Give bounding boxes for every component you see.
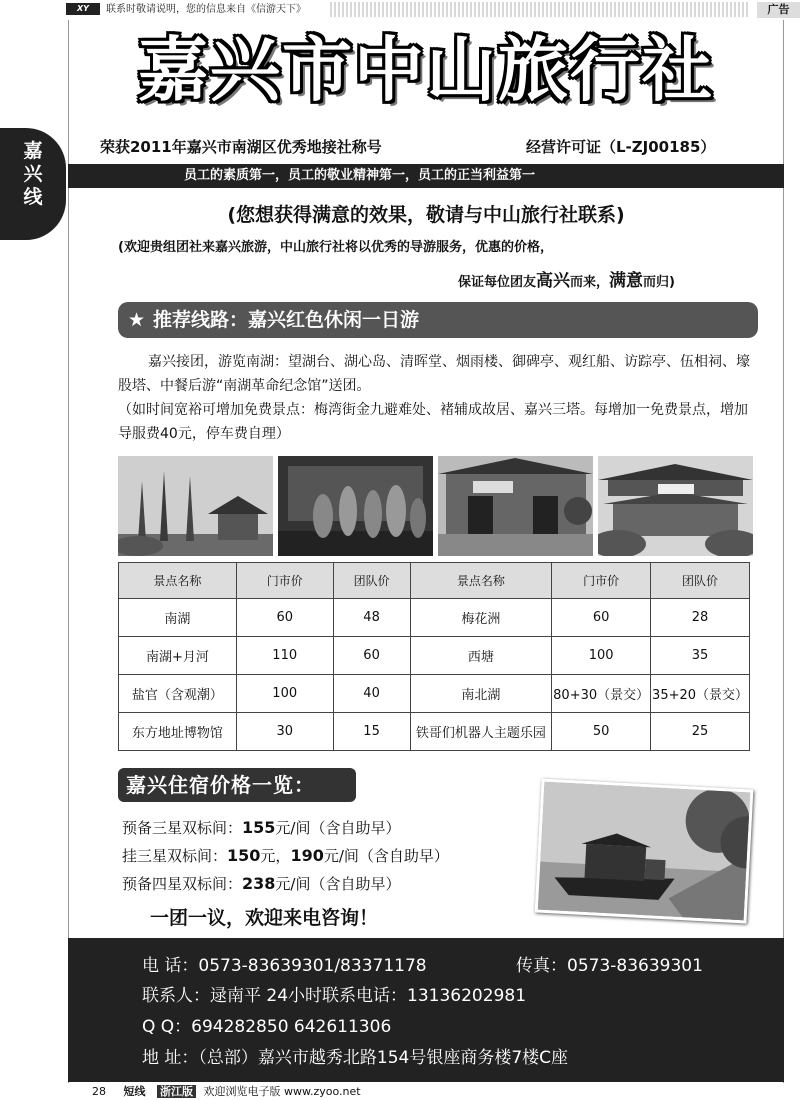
table-row bbox=[119, 599, 750, 637]
table-cell: 110 bbox=[236, 637, 333, 675]
lodging-price: 190 bbox=[290, 846, 324, 865]
column-header: 门市价 bbox=[552, 563, 651, 599]
top-bar bbox=[0, 0, 800, 20]
honor-line bbox=[100, 136, 780, 158]
table-cell: 100 bbox=[552, 637, 651, 675]
intro-line-2 bbox=[458, 268, 675, 296]
table-row bbox=[119, 637, 750, 675]
lodging-price: 238 bbox=[242, 874, 276, 893]
side-tab-char: 线 bbox=[23, 186, 43, 208]
lodging-list bbox=[122, 814, 449, 898]
three-pagodas-photo bbox=[118, 456, 273, 556]
table-row bbox=[119, 675, 750, 713]
lodging-price: 150 bbox=[227, 846, 261, 865]
magazine-logo: XY bbox=[66, 3, 100, 15]
itinerary-paragraph: 嘉兴接团，游览南湖：望湖台、湖心岛、清晖堂、烟雨楼、御碑亭、观红船、访踪亭、伍相祠、壕股塔、中餐后游“南湖革命纪念馆”送团。 bbox=[118, 354, 750, 394]
route-title-bar bbox=[118, 302, 758, 338]
table-cell: 28 bbox=[651, 599, 750, 637]
table-row bbox=[119, 713, 750, 751]
contact-panel bbox=[68, 938, 784, 1082]
red-boat-photo bbox=[535, 779, 754, 924]
memorial-hall-photo bbox=[438, 456, 593, 556]
museum-statues-photo bbox=[278, 456, 433, 556]
decorative-stripe bbox=[330, 2, 750, 17]
table-cell: 60 bbox=[333, 637, 410, 675]
lodging-item bbox=[122, 842, 449, 870]
table-cell: 35+20（景交） bbox=[651, 675, 750, 713]
column-header: 团队价 bbox=[651, 563, 750, 599]
qq-line: Q Q：694282850 642611306 bbox=[142, 1017, 392, 1037]
lodging-label: 挂三星双标间： bbox=[122, 847, 228, 865]
table-cell: 盐官（含观潮） bbox=[119, 675, 237, 713]
motto-bar: 员工的素质第一，员工的敬业精神第一，员工的正当利益第一 bbox=[68, 164, 784, 188]
table-cell: 48 bbox=[333, 599, 410, 637]
table-cell: 80+30（景交） bbox=[552, 675, 651, 713]
footer-brand: 短线 bbox=[123, 1085, 146, 1098]
table-cell: 50 bbox=[552, 713, 651, 751]
footer-website: 欢迎浏览电子版 www.zyoo.net bbox=[203, 1085, 361, 1098]
column-header: 景点名称 bbox=[410, 563, 552, 599]
intro-emphasis: 高兴 bbox=[536, 271, 571, 291]
table-cell: 南湖+月河 bbox=[119, 637, 237, 675]
intro-text: 保证每位团友 bbox=[458, 275, 537, 290]
table-cell: 25 bbox=[651, 713, 750, 751]
slogan: (您想获得满意的效果，敬请与中山旅行社联系) bbox=[227, 204, 625, 226]
intro-text: 而来， bbox=[570, 275, 610, 290]
route-title: 推荐线路：嘉兴红色休闲一日游 bbox=[153, 309, 420, 331]
lodging-title: 嘉兴住宿价格一览： bbox=[118, 768, 356, 802]
table-cell: 100 bbox=[236, 675, 333, 713]
lodging-suffix: 元/间（含自助早） bbox=[275, 819, 401, 837]
lodging-suffix: 元/间（含自助早） bbox=[275, 875, 401, 893]
table-cell: 35 bbox=[651, 637, 750, 675]
table-cell: 30 bbox=[236, 713, 333, 751]
table-cell: 东方地址博物馆 bbox=[119, 713, 237, 751]
table-cell: 南湖 bbox=[119, 599, 237, 637]
column-header: 门市价 bbox=[236, 563, 333, 599]
table-header-row bbox=[119, 563, 750, 599]
lodging-suffix: 元/间（含自助早） bbox=[323, 847, 449, 865]
consult-text: 一团一议，欢迎来电咨询！ bbox=[150, 907, 379, 929]
side-tab bbox=[0, 128, 66, 240]
table-cell: 60 bbox=[552, 599, 651, 637]
honor-text: 荣获2011年嘉兴市南湖区优秀地接社称号 bbox=[100, 138, 382, 156]
ad-label: 广告 bbox=[757, 2, 800, 18]
side-tab-char: 兴 bbox=[23, 163, 43, 185]
lodging-separator: 元， bbox=[260, 847, 291, 865]
page-footer bbox=[92, 1083, 361, 1100]
lodging-label: 预备四星双标间： bbox=[122, 875, 243, 893]
photo-strip bbox=[118, 456, 752, 556]
lodging-label: 预备三星双标间： bbox=[122, 819, 243, 837]
lodging-item bbox=[122, 870, 449, 898]
itinerary bbox=[118, 350, 758, 446]
lodging-item bbox=[122, 814, 449, 842]
table-cell: 南北湖 bbox=[410, 675, 552, 713]
itinerary-note: （如时间宽裕可增加免费景点：梅湾街金九避难处、褚辅成故居、嘉兴三塔。每增加一免费景点，增加导服费40元，停车费自理） bbox=[118, 402, 748, 442]
table-cell: 梅花洲 bbox=[410, 599, 552, 637]
table-cell: 60 bbox=[236, 599, 333, 637]
page-number: 28 bbox=[92, 1085, 106, 1098]
license-text: 经营许可证（L-ZJ00185） bbox=[526, 138, 716, 156]
table-cell: 西塘 bbox=[410, 637, 552, 675]
table-cell: 40 bbox=[333, 675, 410, 713]
side-tab-char: 嘉 bbox=[23, 140, 43, 162]
price-table bbox=[118, 562, 750, 751]
pavilion-photo bbox=[598, 456, 753, 556]
intro-emphasis: 满意 bbox=[609, 271, 644, 291]
fax-line: 传真：0573-83639301 bbox=[516, 956, 703, 976]
table-cell: 15 bbox=[333, 713, 410, 751]
intro-text: 而归) bbox=[643, 275, 675, 290]
star-icon: ★ bbox=[128, 309, 146, 331]
footer-edition: 浙江版 bbox=[157, 1085, 196, 1098]
table-cell: 铁哥们机器人主题乐园 bbox=[410, 713, 552, 751]
address-line: 地 址：（总部）嘉兴市越秀北路154号银座商务楼7楼C座 bbox=[142, 1048, 569, 1068]
lodging-price: 155 bbox=[242, 818, 276, 837]
agency-title: 嘉兴市中山旅行社 bbox=[138, 28, 714, 111]
column-header: 团队价 bbox=[333, 563, 410, 599]
column-header: 景点名称 bbox=[119, 563, 237, 599]
source-notice: 联系时敬请说明，您的信息来自《信游天下》 bbox=[106, 4, 306, 15]
intro-line-1: (欢迎贵组团社来嘉兴旅游，中山旅行社将以优秀的导游服务，优惠的价格， bbox=[118, 240, 553, 255]
phone-line: 电 话：0573-83639301/83371178 bbox=[142, 956, 427, 976]
contact-person-line: 联系人：逯南平 24小时联系电话：13136202981 bbox=[142, 986, 527, 1006]
